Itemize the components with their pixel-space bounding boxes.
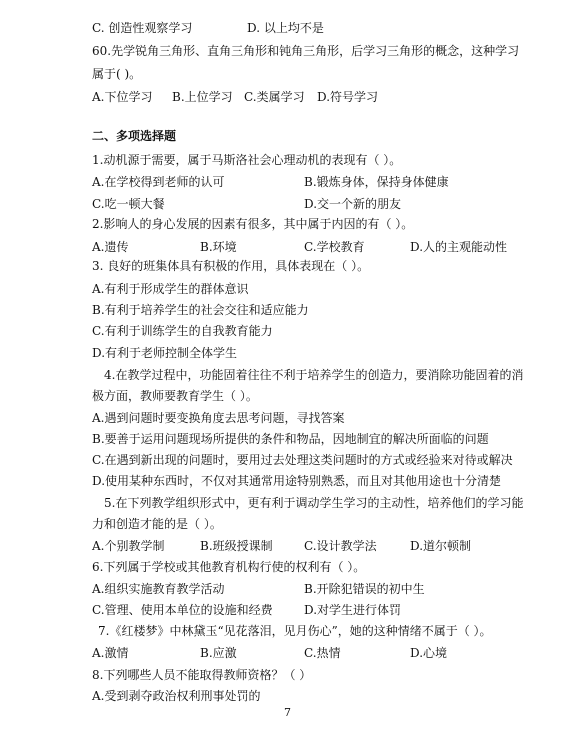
m3-option-a: A.有利于形成学生的群体意识 — [92, 282, 249, 296]
m2-option-d: D.人的主观能动性 — [410, 240, 508, 254]
m4-option-c: C.在遇到新出现的问题时，要用过去处理这类问题时的方式或经验来对待或解决 — [92, 453, 513, 467]
m7-option-a: A.激情 — [92, 646, 129, 660]
q60-option-c: C.类属学习 — [244, 90, 305, 104]
m1-option-a: A.在学校得到老师的认可 — [92, 175, 225, 189]
m5-option-c: C.设计教学法 — [304, 539, 377, 553]
section-title: 二、多项选择题 — [92, 129, 177, 143]
m4-stem-line2: 极方面，教师要教育学生（ ）。 — [92, 389, 258, 403]
q59-option-d: D. 以上均不是 — [247, 21, 324, 35]
m7-option-c: C.热情 — [304, 646, 341, 660]
m6-option-a: A.组织实施教育教学活动 — [92, 582, 225, 596]
page-number: 7 — [284, 706, 291, 719]
m3-option-d: D.有利于老师控制全体学生 — [92, 346, 238, 360]
m3-stem: 3. 良好的班集体具有积极的作用，具体表现在（ ）。 — [92, 259, 370, 273]
m5-option-b: B.班级授课制 — [200, 539, 273, 553]
m6-option-d: D.对学生进行体罚 — [304, 603, 402, 617]
m8-option-a: A.受到剥夺政治权利刑事处罚的 — [92, 689, 261, 703]
m6-option-c: C.管理、使用本单位的设施和经费 — [92, 603, 273, 617]
m7-stem: 7.《红楼梦》中林黛玉“见花落泪，见月伤心”，她的这种情绪不属于（ ）。 — [98, 624, 492, 638]
m2-option-c: C.学校教育 — [304, 240, 365, 254]
m3-option-c: C.有利于训练学生的自我教育能力 — [92, 324, 273, 338]
m2-option-a: A.遗传 — [92, 240, 129, 254]
m5-stem-line2: 力和创造才能的是（ ）。 — [92, 517, 222, 531]
q59-option-c: C. 创造性观察学习 — [92, 21, 193, 35]
m5-option-d: D.道尔顿制 — [410, 539, 472, 553]
m8-stem: 8.下列哪些人员不能取得教师资格？（ ） — [92, 668, 312, 682]
m4-option-d: D.使用某种东西时，不仅对其通常用途特别熟悉，而且对其他用途也十分清楚 — [92, 474, 502, 488]
m6-option-b: B.开除犯错误的初中生 — [304, 582, 425, 596]
m4-option-a: A.遇到问题时要变换角度去思考问题，寻找答案 — [92, 411, 345, 425]
q60-stem-line1: 60.先学锐角三角形、直角三角形和钝角三角形，后学习三角形的概念，这种学习 — [92, 44, 520, 58]
m1-option-b: B.锻炼身体，保持身体健康 — [304, 175, 449, 189]
m3-option-b: B.有利于培养学生的社会交往和适应能力 — [92, 303, 309, 317]
m5-stem-line1: 5.在下列教学组织形式中，更有利于调动学生学习的主动性，培养他们的学习能 — [104, 496, 524, 510]
q60-stem-line2: 属于( )。 — [92, 67, 142, 81]
q60-option-d: D.符号学习 — [317, 90, 379, 104]
m4-stem-line1: 4.在教学过程中，功能固着往往不利于培养学生的创造力，要消除功能固着的消 — [104, 368, 524, 382]
m4-option-b: B.要善于运用问题现场所提供的条件和物品，因地制宜的解决所面临的问题 — [92, 432, 489, 446]
m1-stem: 1.动机源于需要，属于马斯洛社会心理动机的表现有（ ）。 — [92, 153, 402, 167]
m7-option-d: D.心境 — [410, 646, 448, 660]
m1-option-d: D.交一个新的朋友 — [304, 197, 402, 211]
q60-option-a: A.下位学习 — [92, 90, 153, 104]
m2-stem: 2.影响人的身心发展的因素有很多，其中属于内因的有（ ）。 — [92, 217, 414, 231]
m1-option-c: C.吃一顿大餐 — [92, 197, 165, 211]
m6-stem: 6.下列属于学校或其他教育机构行使的权利有（ ）。 — [92, 560, 366, 574]
q60-option-b: B.上位学习 — [172, 90, 233, 104]
m5-option-a: A.个别教学制 — [92, 539, 165, 553]
m7-option-b: B.应激 — [200, 646, 237, 660]
m2-option-b: B.环境 — [200, 240, 237, 254]
